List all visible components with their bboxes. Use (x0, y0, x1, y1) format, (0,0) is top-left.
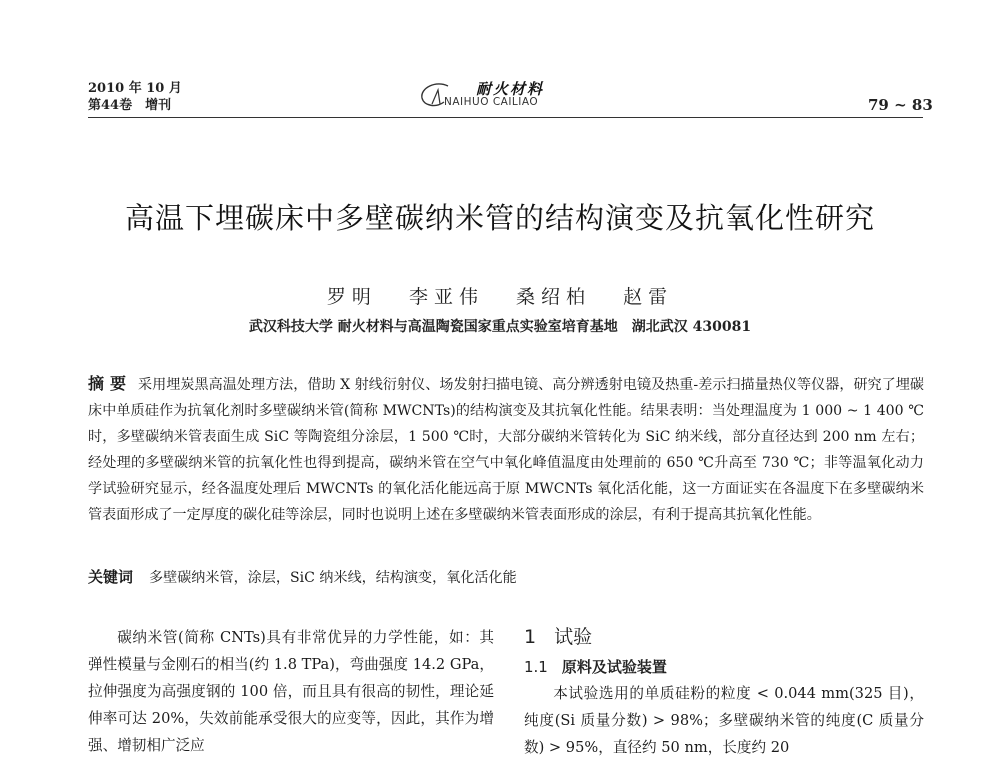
header-divider (88, 117, 923, 118)
subsection-title: 原料及试验装置 (561, 658, 667, 676)
author-list (0, 282, 1000, 309)
keywords-text: 多壁碳纳米管，涂层，SiC 纳米线，结构演变，氧化活化能 (149, 570, 517, 586)
journal-logo (418, 78, 578, 114)
subsection-heading (524, 656, 667, 677)
section-heading (524, 622, 592, 649)
section-title: 试验 (554, 626, 593, 648)
issue-date: 2010 年 10 月 (88, 81, 182, 96)
intro-paragraph: 碳纳米管(简称 CNTs)具有非常优异的力学性能，如：其弹性模量与金刚石的相当(约 1.8 TPa)，弯曲强度 14.2 GPa，拉伸强度为高强度钢的 100 倍，而且具有很高的韧性，理论延伸率可达 20%，失效前能承受很大的应变等，因此，其作为增强、增韧相广泛应 (88, 629, 494, 754)
author: 桑绍柏 (516, 286, 592, 308)
keywords-label: 关键词 (88, 568, 134, 586)
article-title: 高温下埋碳床中多壁碳纳米管的结构演变及抗氧化性研究 (124, 201, 875, 235)
keywords (88, 566, 517, 587)
materials-paragraph: 本试验选用的单质硅粉的粒度 < 0.044 mm(325 目)，纯度(Si 质量分数) > 98%；多壁碳纳米管的纯度(C 质量分数) > 95%，直径约 50 nm，长度约 20 (524, 685, 924, 756)
page-range: 79 ~ 83 (868, 96, 933, 114)
abstract (88, 371, 924, 528)
subsection-number: 1.1 (524, 658, 548, 676)
journal-name-cn: 耐火材料 (476, 80, 545, 98)
abstract-label: 摘要 (88, 374, 133, 393)
author: 赵雷 (623, 286, 674, 308)
abstract-text: 采用埋炭黑高温处理方法，借助 X 射线衍射仪、场发射扫描电镜、高分辨透射电镜及热重-差示扫描量热仪等仪器，研究了埋碳床中单质硅作为抗氧化剂时多壁碳纳米管(简称 MWCNTs)的结构演变及其抗氧化性能。结果表明：当处理温度为 1 000 ~ 1 400 ℃时，多壁碳纳米管表面生成 SiC 等陶瓷组分涂层，1 500 ℃时，大部分碳纳米管转化为 SiC 纳米线，部分直径达到 200 nm 左右；经处理的多壁碳纳米管的抗氧化性也得到提高，碳纳米管在空气中氧化峰值温度由处理前的 650 ℃升高至 730 ℃；非等温氧化动力学试验研究显示，经各温度处理后 MWCNTs 的氧化活化能远高于原 MWCNTs 氧化活化能，这一方面证实在各温度下在多壁碳纳米管表面形成了一定厚度的碳化硅等涂层，同时也说明上述在多壁碳纳米管表面形成的涂层，有利于提高其抗氧化性能。 (88, 377, 924, 523)
issue-volume: 第44卷 增刊 (88, 98, 172, 113)
journal-name-en: NAIHUO CAILIAO (444, 96, 539, 108)
author: 李亚伟 (408, 286, 484, 308)
affiliation: 武汉科技大学 耐火材料与高温陶瓷国家重点实验室培育基地 湖北武汉 430081 (248, 319, 752, 335)
section-number: 1 (524, 626, 537, 648)
journal-issue-info (88, 80, 182, 114)
author: 罗明 (326, 286, 377, 308)
